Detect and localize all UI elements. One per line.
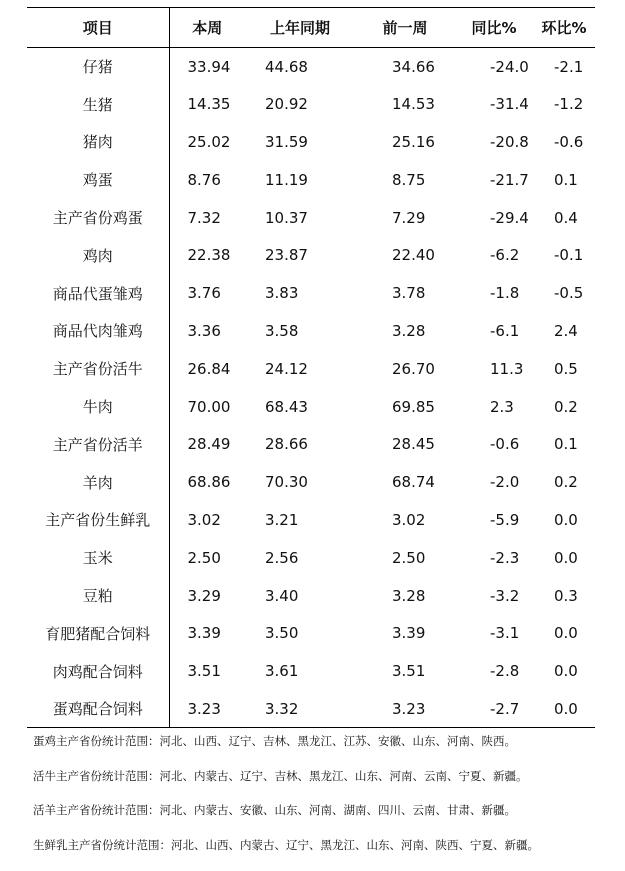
row-item-name: 豆粕	[27, 577, 169, 615]
row-item-name: 主产省份鸡蛋	[27, 199, 169, 237]
row-item-name: 牛肉	[27, 388, 169, 426]
note-sheep-provinces: 活羊主产省份统计范围：河北、内蒙古、安徽、山东、河南、湖南、四川、云南、甘肃、新疆。	[33, 802, 618, 837]
column-header-wow: 环比%	[533, 8, 595, 48]
cell-this-week: 26.84	[169, 350, 245, 388]
cell-prev-week: 3.51	[355, 652, 455, 690]
table-row	[27, 463, 595, 501]
cell-yoy: -5.9	[455, 501, 533, 539]
cell-yoy: -29.4	[455, 199, 533, 237]
table-row	[27, 312, 595, 350]
cell-prev-week: 3.02	[355, 501, 455, 539]
cell-last-year: 20.92	[245, 85, 355, 123]
cell-wow: -0.1	[533, 236, 595, 274]
table-row	[27, 236, 595, 274]
table-row	[27, 577, 595, 615]
note-cattle-provinces: 活牛主产省份统计范围：河北、内蒙古、辽宁、吉林、黑龙江、山东、河南、云南、宁夏、新疆。	[33, 768, 618, 803]
cell-prev-week: 14.53	[355, 85, 455, 123]
table-row	[27, 123, 595, 161]
cell-yoy: 11.3	[455, 350, 533, 388]
row-item-name: 鸡蛋	[27, 161, 169, 199]
price-table	[27, 7, 595, 728]
cell-last-year: 3.50	[245, 614, 355, 652]
cell-this-week: 3.39	[169, 614, 245, 652]
cell-prev-week: 3.78	[355, 274, 455, 312]
cell-this-week: 33.94	[169, 48, 245, 86]
table-row	[27, 690, 595, 728]
cell-yoy: -24.0	[455, 48, 533, 86]
column-header-last-year: 上年同期	[245, 8, 355, 48]
cell-wow: 0.0	[533, 690, 595, 728]
cell-yoy: -2.7	[455, 690, 533, 728]
cell-last-year: 23.87	[245, 236, 355, 274]
cell-wow: -1.2	[533, 85, 595, 123]
cell-last-year: 3.83	[245, 274, 355, 312]
table-row	[27, 501, 595, 539]
cell-last-year: 31.59	[245, 123, 355, 161]
cell-last-year: 10.37	[245, 199, 355, 237]
table-row	[27, 652, 595, 690]
cell-this-week: 3.36	[169, 312, 245, 350]
header-row	[27, 8, 595, 48]
cell-this-week: 25.02	[169, 123, 245, 161]
table-row	[27, 539, 595, 577]
cell-wow: 0.2	[533, 388, 595, 426]
column-header-yoy: 同比%	[455, 8, 533, 48]
row-item-name: 育肥猪配合饲料	[27, 614, 169, 652]
cell-last-year: 11.19	[245, 161, 355, 199]
row-item-name: 商品代肉雏鸡	[27, 312, 169, 350]
cell-last-year: 2.56	[245, 539, 355, 577]
cell-wow: 0.0	[533, 652, 595, 690]
table-row	[27, 85, 595, 123]
cell-wow: -0.6	[533, 123, 595, 161]
row-item-name: 羊肉	[27, 463, 169, 501]
note-egg-provinces: 蛋鸡主产省份统计范围：河北、山西、辽宁、吉林、黑龙江、江苏、安徽、山东、河南、陕西。	[33, 733, 618, 768]
cell-last-year: 3.40	[245, 577, 355, 615]
cell-last-year: 68.43	[245, 388, 355, 426]
cell-last-year: 24.12	[245, 350, 355, 388]
table-row	[27, 350, 595, 388]
note-milk-provinces: 生鲜乳主产省份统计范围：河北、山西、内蒙古、辽宁、黑龙江、山东、河南、陕西、宁夏、新疆。	[33, 837, 618, 871]
cell-yoy: -3.2	[455, 577, 533, 615]
cell-prev-week: 26.70	[355, 350, 455, 388]
column-header-this-week: 本周	[169, 8, 245, 48]
cell-yoy: -6.2	[455, 236, 533, 274]
cell-last-year: 3.58	[245, 312, 355, 350]
cell-yoy: -21.7	[455, 161, 533, 199]
row-item-name: 猪肉	[27, 123, 169, 161]
cell-last-year: 3.32	[245, 690, 355, 728]
cell-prev-week: 3.28	[355, 577, 455, 615]
cell-last-year: 28.66	[245, 425, 355, 463]
table-row	[27, 48, 595, 86]
row-item-name: 主产省份活牛	[27, 350, 169, 388]
cell-this-week: 3.02	[169, 501, 245, 539]
cell-wow: -0.5	[533, 274, 595, 312]
cell-this-week: 22.38	[169, 236, 245, 274]
cell-wow: 0.5	[533, 350, 595, 388]
cell-this-week: 68.86	[169, 463, 245, 501]
cell-prev-week: 7.29	[355, 199, 455, 237]
cell-this-week: 3.29	[169, 577, 245, 615]
cell-this-week: 14.35	[169, 85, 245, 123]
cell-yoy: -0.6	[455, 425, 533, 463]
cell-this-week: 7.32	[169, 199, 245, 237]
cell-yoy: -2.3	[455, 539, 533, 577]
row-item-name: 仔猪	[27, 48, 169, 86]
cell-prev-week: 25.16	[355, 123, 455, 161]
table-row	[27, 199, 595, 237]
cell-yoy: -31.4	[455, 85, 533, 123]
cell-this-week: 28.49	[169, 425, 245, 463]
cell-this-week: 8.76	[169, 161, 245, 199]
notes-section	[33, 733, 618, 871]
row-item-name: 商品代蛋雏鸡	[27, 274, 169, 312]
cell-last-year: 3.61	[245, 652, 355, 690]
cell-yoy: -6.1	[455, 312, 533, 350]
row-item-name: 玉米	[27, 539, 169, 577]
cell-wow: 0.0	[533, 614, 595, 652]
cell-yoy: -2.8	[455, 652, 533, 690]
cell-wow: 0.0	[533, 501, 595, 539]
cell-prev-week: 3.28	[355, 312, 455, 350]
cell-yoy: -3.1	[455, 614, 533, 652]
column-header-item: 项目	[27, 8, 169, 48]
cell-prev-week: 34.66	[355, 48, 455, 86]
table-row	[27, 614, 595, 652]
cell-wow: 0.1	[533, 425, 595, 463]
cell-this-week: 2.50	[169, 539, 245, 577]
row-item-name: 蛋鸡配合饲料	[27, 690, 169, 728]
cell-this-week: 70.00	[169, 388, 245, 426]
column-header-prev-week: 前一周	[355, 8, 455, 48]
cell-prev-week: 28.45	[355, 425, 455, 463]
cell-wow: 0.1	[533, 161, 595, 199]
table-row	[27, 161, 595, 199]
cell-wow: 0.4	[533, 199, 595, 237]
cell-yoy: 2.3	[455, 388, 533, 426]
cell-yoy: -20.8	[455, 123, 533, 161]
cell-wow: 0.0	[533, 539, 595, 577]
cell-prev-week: 3.23	[355, 690, 455, 728]
cell-yoy: -1.8	[455, 274, 533, 312]
row-item-name: 肉鸡配合饲料	[27, 652, 169, 690]
cell-yoy: -2.0	[455, 463, 533, 501]
row-item-name: 主产省份活羊	[27, 425, 169, 463]
table-row	[27, 274, 595, 312]
cell-prev-week: 68.74	[355, 463, 455, 501]
cell-wow: 0.3	[533, 577, 595, 615]
cell-this-week: 3.51	[169, 652, 245, 690]
cell-this-week: 3.23	[169, 690, 245, 728]
row-item-name: 鸡肉	[27, 236, 169, 274]
cell-this-week: 3.76	[169, 274, 245, 312]
cell-last-year: 70.30	[245, 463, 355, 501]
cell-wow: 0.2	[533, 463, 595, 501]
row-item-name: 主产省份生鲜乳	[27, 501, 169, 539]
cell-prev-week: 69.85	[355, 388, 455, 426]
cell-last-year: 3.21	[245, 501, 355, 539]
cell-prev-week: 8.75	[355, 161, 455, 199]
row-item-name: 生猪	[27, 85, 169, 123]
cell-wow: 2.4	[533, 312, 595, 350]
table-row	[27, 425, 595, 463]
cell-last-year: 44.68	[245, 48, 355, 86]
cell-prev-week: 2.50	[355, 539, 455, 577]
cell-wow: -2.1	[533, 48, 595, 86]
table-row	[27, 388, 595, 426]
cell-prev-week: 22.40	[355, 236, 455, 274]
cell-prev-week: 3.39	[355, 614, 455, 652]
